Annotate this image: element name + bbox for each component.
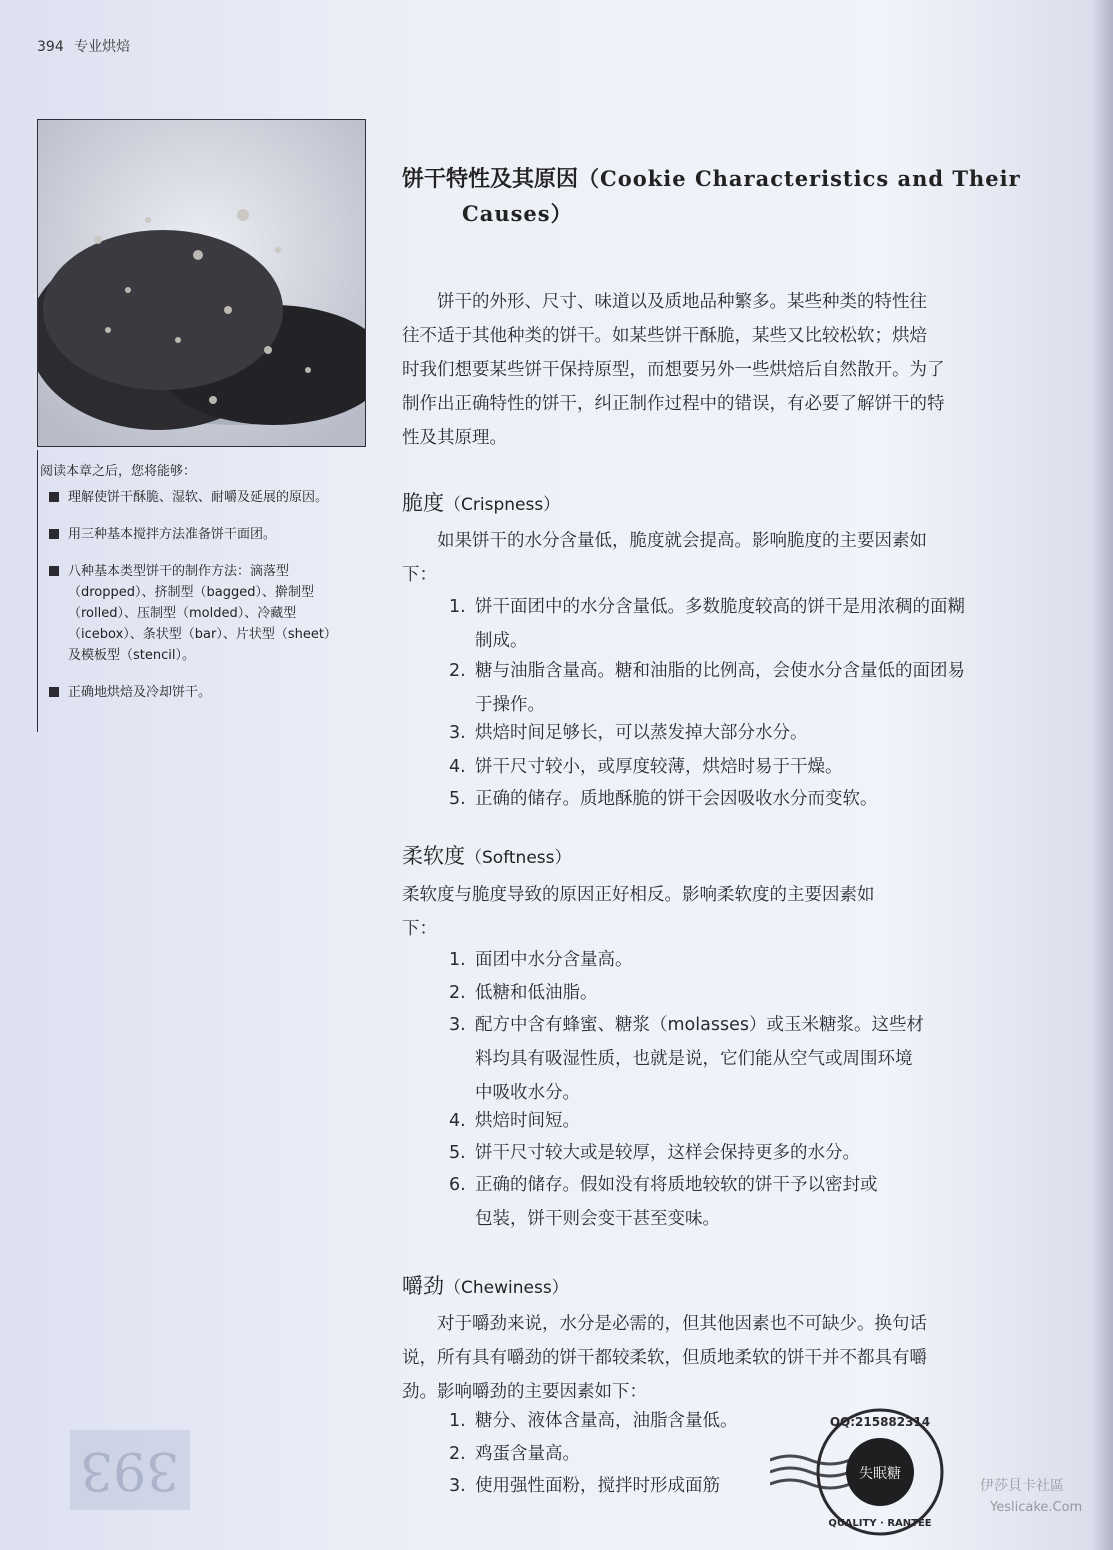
objective-item: 理解使饼干酥脆、湿软、耐嚼及延展的原因。 [38, 487, 348, 508]
list-item: 4. 烘焙时间短。 [449, 1111, 580, 1131]
list-item: 5. 饼干尺寸较大或是较厚，这样会保持更多的水分。 [449, 1143, 860, 1163]
svg-text:QQ:215882314: QQ:215882314 [829, 1415, 931, 1429]
learning-objectives [37, 450, 348, 732]
bullet-square-icon [49, 529, 59, 539]
intro-paragraph: 饼干的外形、尺寸、味道以及质地品种繁多。某些种类的特性往 往不适于其他种类的饼干。如某些饼干酥脆，某些又比较松软；烘焙 时我们想要某些饼干保持原型，而想要另外一些烘焙后自然散开。为了 制作出正确特性的饼干，纠正制作过程中的错误，有必要了解饼干的特 性及其原理。 [402, 292, 945, 448]
running-head [37, 36, 130, 56]
book-spine-shadow [1091, 0, 1113, 1550]
page-number: 394 [37, 39, 64, 55]
list-item: 4. 饼干尺寸较小，或厚度较薄，烘焙时易于干燥。 [449, 757, 843, 777]
book-title: 专业烘焙 [74, 39, 131, 55]
list-item: 2. 鸡蛋含量高。 [449, 1444, 580, 1464]
objective-item: 用三种基本搅拌方法准备饼干面团。 [38, 524, 348, 545]
heading-softness: 柔软度（Softness） [402, 844, 572, 868]
objectives-heading: 阅读本章之后，您将能够： [40, 464, 197, 479]
list-item: 3. 使用强性面粉，搅拌时形成面筋 [449, 1476, 720, 1496]
postmark-stamp [770, 1400, 950, 1540]
list-item: 3. 配方中含有蜂蜜、糖浆（molasses）或玉米糖浆。这些材 料均具有吸湿性质，也就是说，它们能从空气或周围环境 中吸收水分。 [449, 1015, 924, 1103]
section-title-continuation: Causes） [462, 201, 573, 226]
heading-crispness: 脆度（Crispness） [402, 491, 561, 515]
list-item: 6. 正确的储存。假如没有将质地较软的饼干予以密封或 包装，饼干则会变干甚至变味。 [449, 1175, 878, 1229]
bullet-square-icon [49, 492, 59, 502]
list-item: 2. 低糖和低油脂。 [449, 983, 598, 1003]
svg-text:QUALITY · RANTEE: QUALITY · RANTEE [828, 1518, 932, 1529]
objective-item: 正确地烘焙及冷却饼干。 [38, 682, 348, 703]
bullet-square-icon [49, 687, 59, 697]
list-item: 3. 烘焙时间足够长，可以蒸发掉大部分水分。 [449, 723, 808, 743]
list-item: 1. 饼干面团中的水分含量低。多数脆度较高的饼干是用浓稠的面糊 制成。 [449, 597, 965, 651]
list-item: 1. 糖分、液体含量高，油脂含量低。 [449, 1411, 738, 1431]
objective-item: 八种基本类型饼干的制作方法：滴落型（dropped）、挤制型（bagged）、擀制型（rolled）、压制型（molded）、冷藏型（icebox）、条状型（bar）、片状型（sheet）及模板型（stencil）。 [38, 561, 348, 666]
cookie-illustration [38, 120, 365, 446]
section-title: 饼干特性及其原因（Cookie Characteristics and Their [402, 166, 1021, 192]
watermark-url: Yeslicake.Com [990, 1500, 1083, 1515]
list-item: 5. 正确的储存。质地酥脆的饼干会因吸收水分而变软。 [449, 789, 878, 809]
watermark-text: 伊莎貝卡社區 [980, 1478, 1064, 1494]
cookie-photo [37, 119, 366, 447]
chewiness-lead: 对于嚼劲来说，水分是必需的，但其他因素也不可缺少。换句话 说，所有具有嚼劲的饼干都较柔软，但质地柔软的饼干并不都具有嚼 劲。影响嚼劲的主要因素如下： [402, 1314, 927, 1402]
svg-text:失眠糖: 失眠糖 [859, 1466, 901, 1482]
stamp-seal-icon [770, 1400, 950, 1540]
list-item: 2. 糖与油脂含量高。糖和油脂的比例高，会使水分含量低的面团易 于操作。 [449, 661, 965, 715]
bullet-square-icon [49, 566, 59, 576]
crispness-lead: 如果饼干的水分含量低，脆度就会提高。影响脆度的主要因素如 下： [402, 531, 927, 585]
ghost-folio: 393 [70, 1430, 190, 1510]
heading-chewiness: 嚼劲（Chewiness） [402, 1274, 569, 1298]
softness-lead: 柔软度与脆度导致的原因正好相反。影响柔软度的主要因素如 下： [402, 885, 875, 939]
list-item: 1. 面团中水分含量高。 [449, 950, 633, 970]
